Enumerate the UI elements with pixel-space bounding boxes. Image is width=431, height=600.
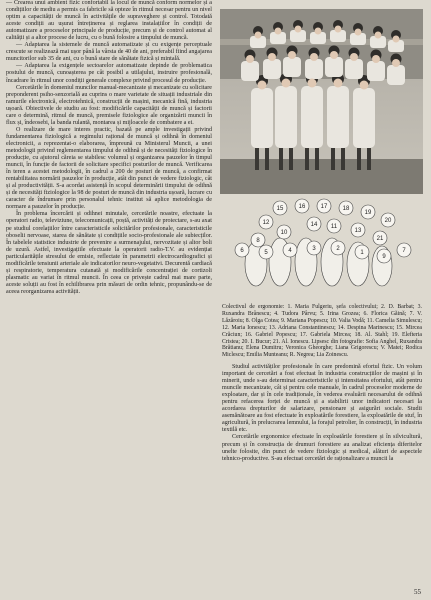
diagram-person-number: 9 <box>382 254 386 260</box>
diagram-person-number: 17 <box>320 204 328 210</box>
left-column-paragraph: Cercetările în domeniul muncilor manual-mecanizate și mecanizate cu solicitare preponderent psiho-senzorială au cuprins o mare varietate de situații industriale din ramurile electronică, electrotehnică, construcții de mașini, mecanică fină, industria ușoară. Obiectivele de studiu au fost: modificările capacității de muncă și factorii care o determină, ritmul de muncă, premisele fiziologice ale organizării muncii în flux și, îndeosebi, la banda rulantă, montarea și mijloacele de combatere a ei. <box>6 84 212 126</box>
diagram-person-number: 15 <box>276 206 284 212</box>
diagram-person-number: 10 <box>280 230 288 236</box>
diagram-person-number: 4 <box>288 248 292 254</box>
left-column-paragraph: O realizare de mare interes practic, bazată pe ample investigații privind fundamentarea fiziologică a regimului rațional de muncă și odihnă în domeniul electronicii, a reprezentat-o elaborarea, împreună cu Ministerul Muncii, a unei metodologii privind reglementarea timpului de odihnă și de necesități fiziologice în producție, cu ajutorul căreia se stabilesc volumul și organizarea pauzelor în timpul muncii, în funcție de factorii de solicitare specifici posturilor de muncă. Verificarea în teren a acestei metodologii, în cadrul a 200 de posturi de muncă, a confirmat rentabilitatea normării pauzelor în producție, atât din punct de vedere fiziologic, cât și al productivității. S-a acordat asistență în scopul determinării timpului de odihnă și de necesități fiziologice la 98 de posturi de muncă din industria ușoară, lucrare cu caracter de îndrumare prin personalul tehnic institut să aplice metodologia de normare a pauzelor în producție. <box>6 126 212 211</box>
right-column-paragraph: Studiul activităților profesionale în care predomină efortul fizic. Un volum important de cercetări a fost efectuat în industria construcțiilor de mașini și în minerit, unde s-au determinat caracteristicile și intensitatea efortului, atât pentru muncile mecanizate, cât și pentru cele manuale, în cadrul proceselor moderne de exploatare, dar și în cele tradiționale, în vederea evaluării necesarului de odihnă pentru refacerea forței de muncă și a stabilirii unor indicatori necesari la acordarea drepturilor de salarizare, pensionare și asigurări sociale. Studii asemănătoare au fost efectuate în exploatările forestiere, la exploatările de stuf, în agricultură, în prelucrarea lemnului, la forajul petrolier, în construcții, în industria textilă etc. <box>222 364 422 434</box>
diagram-person-number: 16 <box>298 204 306 210</box>
group-photograph <box>220 9 423 194</box>
page-number: 55 <box>414 588 421 596</box>
diagram-person-number: 1 <box>360 250 364 256</box>
left-text-column <box>6 0 212 600</box>
diagram-person-number: 2 <box>336 246 340 252</box>
photo-caption: Colectivul de ergonomie: 1. Maria Fulgeriu, șefa colectivului; 2. D. Barbat; 3. Ruxandra Brânescu; 4. Tudora Pârvu; 5. Irina Grozea; 6. Florica Găină; 7. V. Lăzăroiu; 8. Olga Cotea; 9. Mariana Popescu; 10. Valia Vodă; 11. Camelia Simulescu; 12. Maria Ionescu; 13. Adriana Constantinescu; 14. Despina Marinescu; 15. Mircea Crăciun; 16. Gabriel Popescu; 17. Gabriela Mircea; 18. Al. Stahl; 19. Elefteria Cristea; 20. I. Bucur; 21. Al. Ionescu. Lipsesc din fotografie: Sofia Anghel, Ruxandra Brătianu; Elena Dumitru; Veronica Gheorghe; Liana Grigorescu; V. Matei; Rodica Miclescu; Emilia Munteanu; R. Negrea; Lia Zoinescu. <box>222 304 422 359</box>
left-column-paragraph: În problema încercării și odihnei minutale, cercetările noastre, efectuate la operatori radio, televiziune, telecomunicații, poștă, activități de proiectare, s-au axat pe studiul corelațiilor între caracteristicile solicitărilor profesionale, caracteristicile oboselii nervoase, starea de sănătate și condițiile socio-profesionale ale subiecților. În tabelele statistice industrie de prevenire a surmenajului, nervozitate și altor boli de uzură. Astfel, investigațiile efectuate la operatorii radio-T.V. au evidențiat particularitățile stresului de emisie, reflectate în parametrii electrocardiografici și modificările tensiunii arteriale ale indicatorilor neuro-vegetativi. Decurentă cardiacă și respiratorie, temperatura cutanată și modificările concentrației de cortizoli plasmatic au variat în ritmul muncii. În ceea ce privește cadrul mai mare parte, aceste soluții au fost în echilibrarea prin măsuri de ordin tehnic, propunându-se de aceea reorganizarea activității. <box>6 211 212 295</box>
right-text-column <box>222 364 422 463</box>
figure-outline-diagram <box>222 198 422 298</box>
diagram-person-number: 5 <box>264 250 268 256</box>
diagram-person-number: 20 <box>384 218 392 224</box>
group-photo-image <box>220 9 423 194</box>
photo-key-diagram <box>222 198 422 298</box>
diagram-person-number: 11 <box>330 224 338 230</box>
left-column-paragraph: — Adaptarea la sistemele de muncă automatizate și cu exigențe perceptuale crescute se realizează mai ușor până la vârsta de 40 de ani, preferabil fiind angajarea muncitorilor sub 35 de ani, cu o bună stare de sănătate fizică și mintală. <box>6 42 212 63</box>
diagram-person-number: 8 <box>256 238 260 244</box>
diagram-person-number: 21 <box>376 236 384 242</box>
diagram-person-number: 13 <box>354 228 362 234</box>
left-column-paragraph: — Adaptarea la exigențele sectoarelor automatizate depinde de problematica postului de muncă, cunoașterea pe cât posibil a utilajului, instruire profesională, încadrare în ritmul unor condiții generale complexe privind procesul de producție. <box>6 63 212 84</box>
left-column-paragraph: — Crearea unui ambient fizic confortabil la locul de muncă conform normelor și a condițiilor de mediu a permis ca fabricile să opteze în ritmul necesar pentru un nivel optim a capacității de muncă în activitățile de supraveghere și control. Totodată aceste condiții au ușurat întreținerea și reglarea instalațiilor în condiții de automatizare a proceselor principale de producție, precum și de control automat al calității și a altor procese de lucru, cu o bună folosire a timpului de muncă. <box>6 0 212 42</box>
diagram-person-number: 12 <box>262 220 270 226</box>
diagram-person-number: 18 <box>342 206 350 212</box>
diagram-person-number: 7 <box>402 248 406 254</box>
diagram-person-number: 19 <box>364 210 372 216</box>
diagram-person-number: 6 <box>240 248 244 254</box>
diagram-person-number: 14 <box>310 222 318 228</box>
diagram-person-number: 3 <box>312 246 316 252</box>
right-column-paragraph: Cercetările ergonomice efectuate în exploatările forestiere și în silvicultură, precum și în construcția de drumuri forestiere au analizat eficiența diferitelor unelte folosite, din punct de vedere fiziologic și medical, alături de aspectele tehnico-productive. S-au efectuat cercetări de raționalizare a muncii la <box>222 434 422 462</box>
